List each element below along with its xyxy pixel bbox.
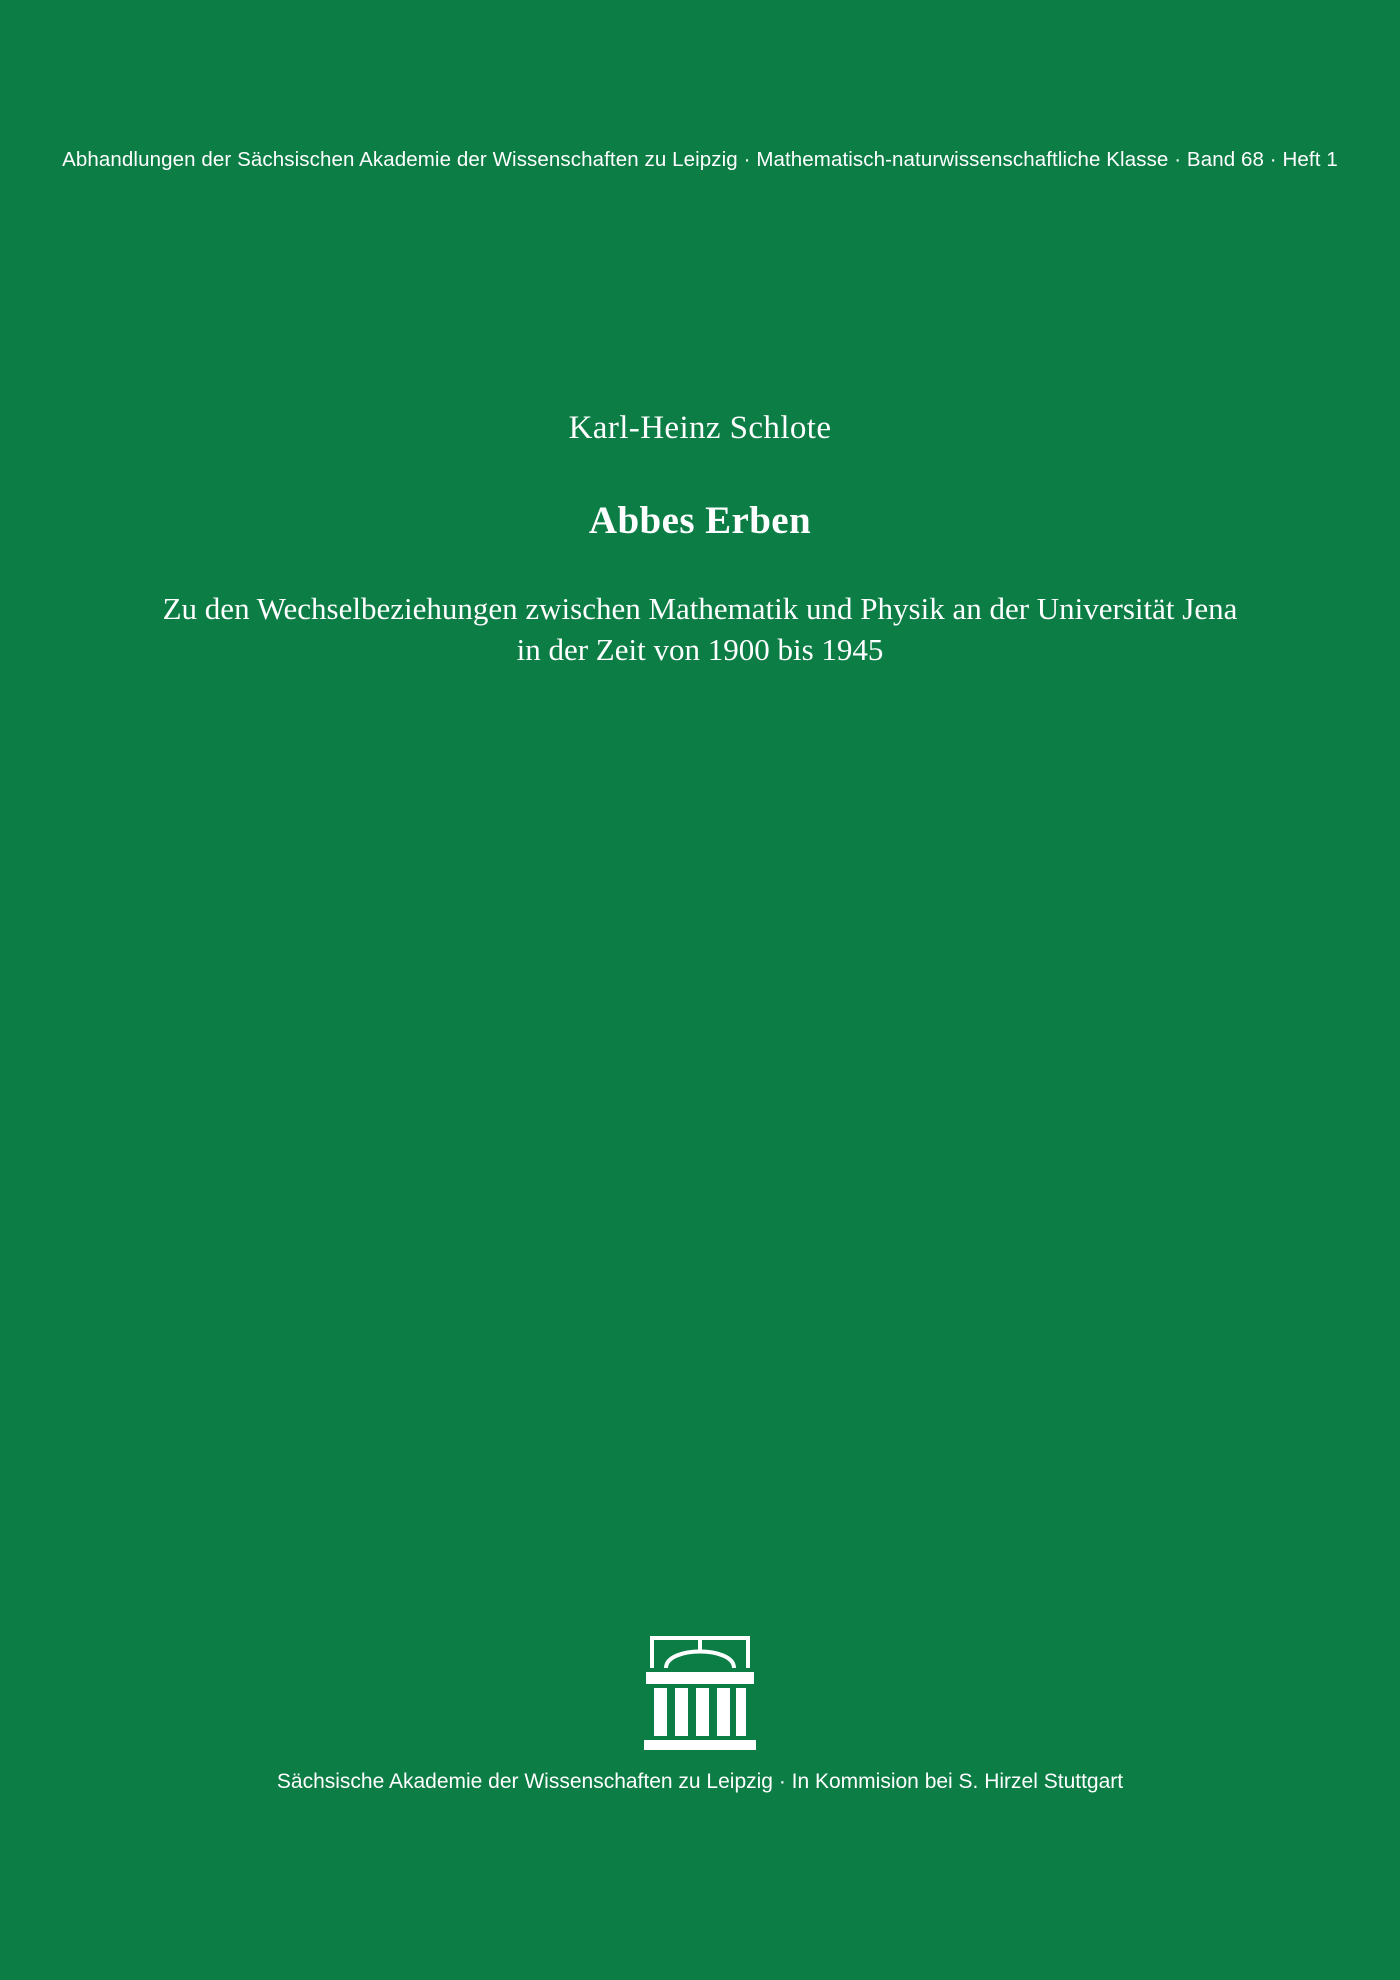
saxon-academy-building-logo-icon [640, 1628, 760, 1758]
logo-container [0, 1628, 1400, 1758]
subtitle-line-2: in der Zeit von 1900 bis 1945 [516, 632, 884, 668]
page-title: Abbes Erben [588, 499, 812, 542]
publisher-information: Sächsische Akademie der Wissenschaften zu Leipzig · In Kommision bei S. Hirzel Stuttgart [276, 1770, 1124, 1793]
series-information: Abhandlungen der Sächsischen Akademie der Wissenschaften zu Leipzig · Mathematisch-naturwissenschaftliche Klasse · Band 68 · Heft 1 [62, 148, 1338, 171]
subtitle-line-1: Zu den Wechselbeziehungen zwischen Mathematik und Physik an der Universität Jena [162, 591, 1238, 626]
author-name: Karl-Heinz Schlote [568, 410, 832, 446]
subtitle [0, 588, 1400, 670]
